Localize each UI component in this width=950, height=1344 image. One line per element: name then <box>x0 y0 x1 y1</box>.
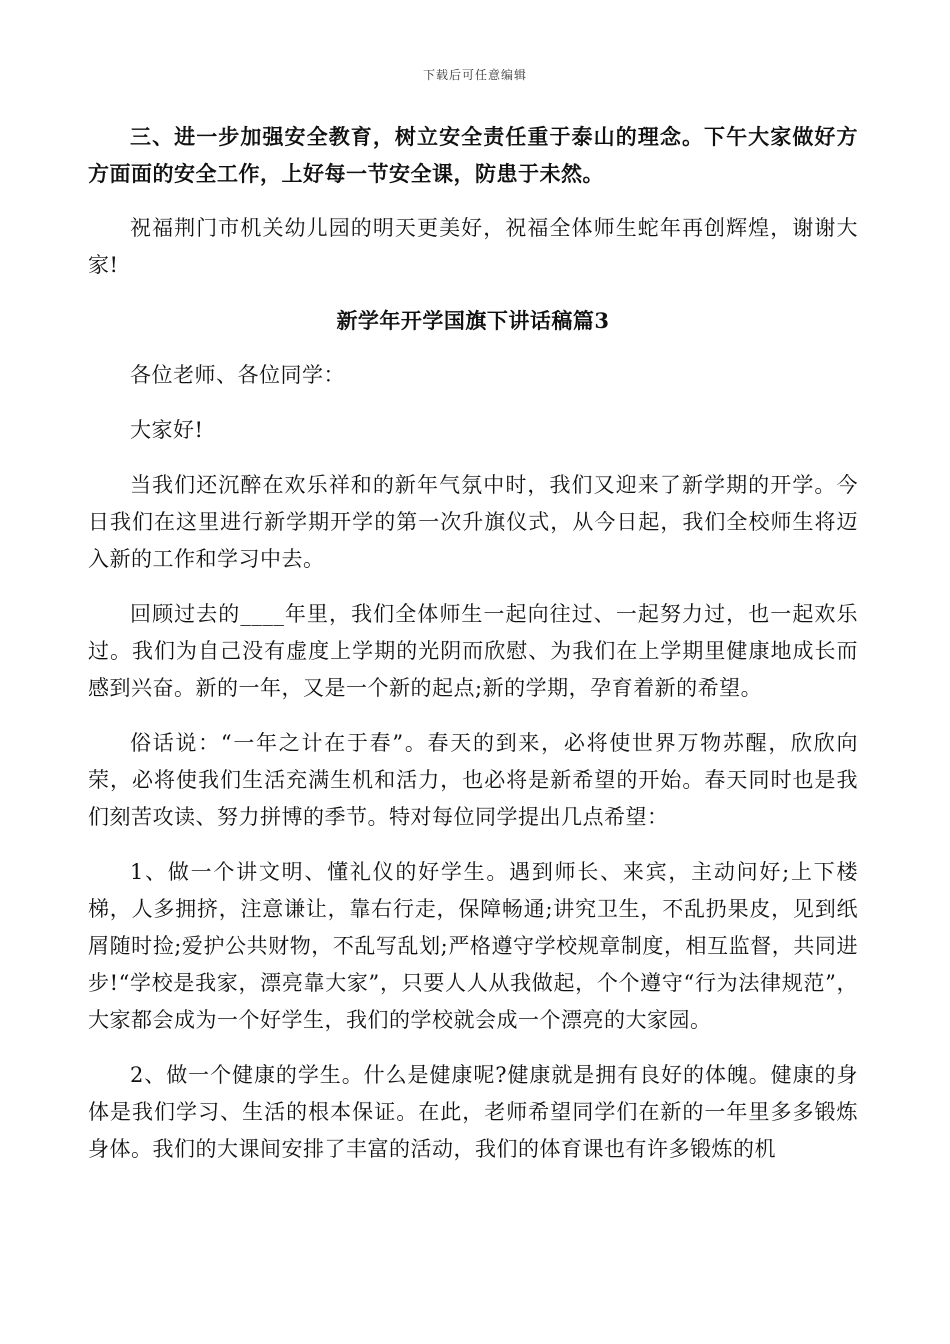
paragraph-3: 俗话说：“一年之计在于春”。春天的到来，必将使世界万物苏醒，欣欣向荣，必将使我们生活充满生机和活力，也必将是新希望的开始。春天同时也是我们刻苦攻读、努力拼博的季节。特对每位同学提出几点希望： <box>88 731 858 829</box>
paragraph-point-3: 三、进一步加强安全教育，树立安全责任重于泰山的理念。下午大家做好方方面面的安全工作，上好每一节安全课，防患于未然。 <box>88 124 858 186</box>
paragraph-greeting: 大家好! <box>130 418 204 442</box>
paragraph-closing: 祝福荆门市机关幼儿园的明天更美好，祝福全体师生蛇年再创辉煌，谢谢大家! <box>88 216 858 277</box>
paragraph-2: 回顾过去的____年里，我们全体师生一起向往过、一起努力过，也一起欢乐过。我们为自己没有虚度上学期的光阴而欣慰、为我们在上学期里健康地成长而感到兴奋。新的一年，又是一个新的起点;新的学期，孕育着新的希望。 <box>88 602 858 700</box>
paragraph-4: 1、做一个讲文明、懂礼仪的好学生。遇到师长、来宾，主动问好;上下楼梯，人多拥挤，注意谦让，靠右行走，保障畅通;讲究卫生，不乱扔果皮，见到纸屑随时捡;爱护公共财物，不乱写乱划;严格遵守学校规章制度，相互监督，共同进步!“学校是我家，漂亮靠大家”，只要人人从我做起，个个遵守“行为法律规范”，大家都会成为一个好学生，我们的学校就会成一个漂亮的大家园。 <box>88 860 858 1032</box>
paragraph-salutation: 各位老师、各位同学： <box>130 363 345 387</box>
section-title: 新学年开学国旗下讲话稿篇3 <box>336 308 610 333</box>
header-note: 下载后可任意编辑 <box>422 68 527 82</box>
document-body <box>88 118 858 1186</box>
paragraph-1: 当我们还沉醉在欢乐祥和的新年气氛中时，我们又迎来了新学期的开学。今日我们在这里进行新学期开学的第一次升旗仪式，从今日起，我们全校师生将迈入新的工作和学习中去。 <box>88 473 858 571</box>
paragraph-5: 2、做一个健康的学生。什么是健康呢?健康就是拥有良好的体魄。健康的身体是我们学习、生活的根本保证。在此，老师希望同学们在新的一年里多多锻炼身体。我们的大课间安排了丰富的活动，我们的体育课也有许多锻炼的机 <box>88 1063 858 1161</box>
